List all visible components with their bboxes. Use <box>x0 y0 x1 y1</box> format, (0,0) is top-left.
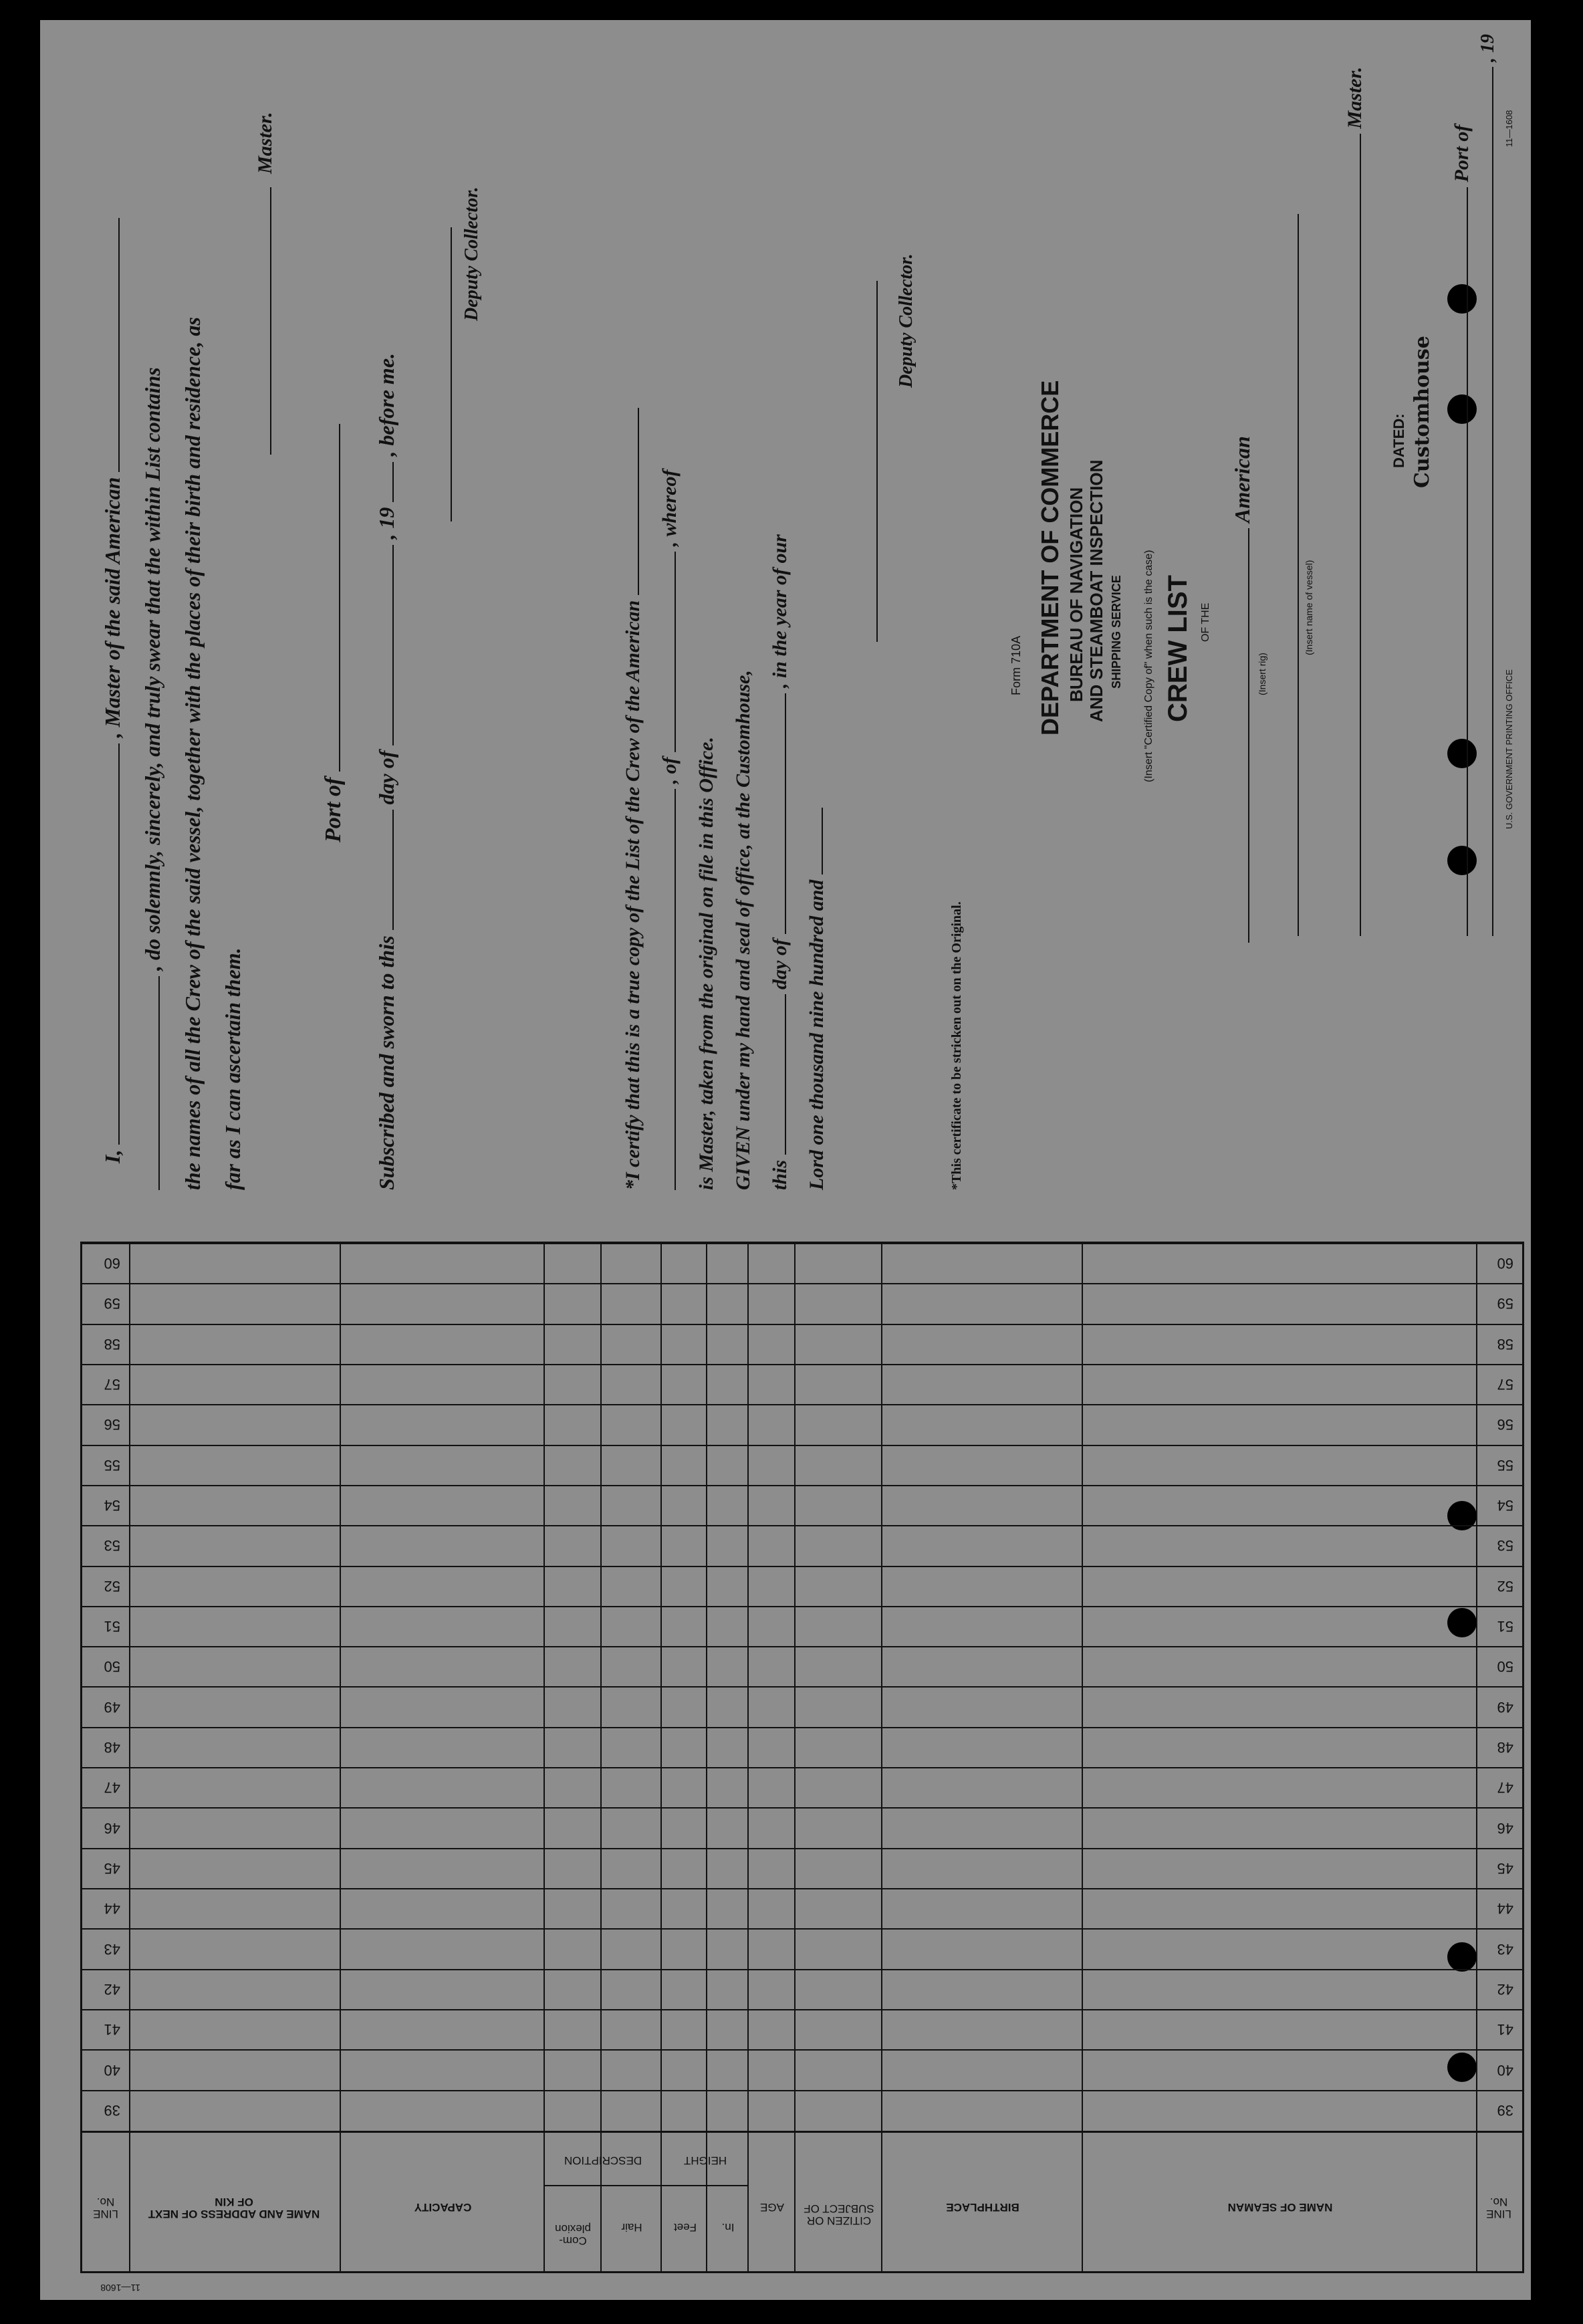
row-divider <box>80 1969 1524 1970</box>
row-divider <box>80 1888 1524 1889</box>
header-name-of-seaman: NAME OF SEAMAN <box>1227 2201 1333 2214</box>
row-number-left: 44 <box>1497 1900 1513 1918</box>
oath-i: I, <box>100 1149 124 1163</box>
row-divider <box>80 1445 1524 1446</box>
dept-name: DEPARTMENT OF COMMERCE <box>1036 380 1064 735</box>
footer-code: 11—1608 <box>100 2283 140 2293</box>
header-feet: Feet <box>673 2221 697 2234</box>
cert-this: this <box>769 1159 791 1190</box>
row-number-right: 59 <box>104 1295 120 1312</box>
cert-day-of: day of <box>769 939 791 990</box>
cert-lord: Lord one thousand nine hundred and <box>806 879 828 1190</box>
row-number-left: 56 <box>1497 1416 1513 1433</box>
cert-given: GIVEN under my hand and seal of office, at the Customhouse, <box>732 670 754 1190</box>
form-number: Form 710A <box>1009 635 1023 695</box>
dated-label: DATED: <box>1390 413 1407 468</box>
row-number-right: 56 <box>104 1416 120 1433</box>
row-number-right: 45 <box>104 1859 120 1877</box>
row-divider <box>80 2090 1524 2091</box>
row-number-left: 57 <box>1497 1376 1513 1393</box>
cover-year: , 19 <box>1477 34 1498 62</box>
row-divider <box>80 1727 1524 1728</box>
row-divider <box>80 1485 1524 1486</box>
row-number-left: 41 <box>1497 2021 1513 2039</box>
cover-port-of: Port of <box>1451 124 1473 183</box>
row-divider <box>80 1687 1524 1688</box>
row-number-right: 52 <box>104 1577 120 1595</box>
row-divider <box>80 1646 1524 1647</box>
row-number-left: 49 <box>1497 1698 1513 1716</box>
crew-table <box>80 1230 1524 2273</box>
row-number-left: 47 <box>1497 1779 1513 1796</box>
row-divider <box>80 2009 1524 2010</box>
american-label: American <box>1230 436 1254 523</box>
header-inches: In. <box>721 2221 735 2234</box>
row-divider <box>80 1767 1524 1768</box>
row-number-right: 41 <box>104 2021 120 2039</box>
header-line-no-right: LINE No. <box>93 2196 118 2220</box>
oath-deputy-collector: Deputy Collector. <box>461 187 482 321</box>
row-number-right: 47 <box>104 1779 120 1796</box>
row-number-right: 46 <box>104 1819 120 1837</box>
printing-code: 11—1608 <box>1504 110 1514 147</box>
insert-rig: (Insert rig) <box>1257 653 1267 695</box>
header-capacity: CAPACITY <box>414 2201 472 2214</box>
header-height: HEIGHT <box>683 2154 727 2167</box>
shipping-service: SHIPPING SERVICE <box>1110 575 1123 689</box>
insert-vessel: (Insert name of vessel) <box>1304 560 1314 655</box>
row-number-right: 50 <box>104 1658 120 1675</box>
header-line-no: LINE No. <box>1486 2196 1511 2220</box>
row-divider <box>80 1324 1524 1325</box>
row-number-left: 50 <box>1497 1658 1513 1675</box>
oath-master-of: , Master of the said American <box>100 477 124 738</box>
cover-master: Master. <box>1344 66 1366 129</box>
header-birthplace: BIRTHPLACE <box>946 2201 1019 2214</box>
header-age: AGE <box>760 2201 784 2214</box>
row-number-left: 60 <box>1497 1255 1513 1272</box>
cert-year-of-our: , in the year of our <box>769 534 791 689</box>
row-divider <box>80 1566 1524 1567</box>
table-rows <box>80 1244 1524 2131</box>
oath-subscribed: Subscribed and sworn to this <box>374 935 398 1190</box>
certificate-section <box>622 27 862 1203</box>
header-description: DESCRIPTION <box>564 2154 642 2167</box>
row-number-right: 60 <box>104 1255 120 1272</box>
row-number-left: 52 <box>1497 1577 1513 1595</box>
printing-office: U.S. GOVERNMENT PRINTING OFFICE <box>1504 669 1514 829</box>
bureau-1: BUREAU OF NAVIGATION <box>1066 487 1086 702</box>
row-number-left: 55 <box>1497 1456 1513 1474</box>
footnote-section <box>943 27 983 1203</box>
row-divider <box>80 1243 1524 1244</box>
row-number-left: 42 <box>1497 1980 1513 1998</box>
row-number-right: 42 <box>104 1980 120 1998</box>
row-number-left: 58 <box>1497 1335 1513 1353</box>
row-number-right: 51 <box>104 1618 120 1635</box>
row-divider <box>80 1848 1524 1849</box>
cert-deputy-section <box>862 27 943 1203</box>
cert-whereof: , whereof <box>658 469 681 547</box>
row-number-left: 46 <box>1497 1819 1513 1837</box>
row-number-right: 53 <box>104 1537 120 1554</box>
oath-solemnly: , do solemnly, sincerely, and truly swear that the within List contains <box>140 367 164 971</box>
row-number-left: 45 <box>1497 1859 1513 1877</box>
row-divider <box>80 1807 1524 1809</box>
row-divider <box>80 1404 1524 1405</box>
oath-master-signature: Master. <box>254 112 276 174</box>
row-number-right: 43 <box>104 1940 120 1958</box>
row-number-right: 54 <box>104 1497 120 1514</box>
oath-nineteen: , 19 <box>374 507 398 540</box>
header-citizen: CITIZEN OR SUBJECT OF <box>804 2202 874 2227</box>
oath-before-me: , before me. <box>374 352 398 457</box>
customhouse-label: Customhouse <box>1411 336 1434 488</box>
row-number-right: 39 <box>104 2101 120 2119</box>
header-complexion: Com-plexion <box>555 2222 591 2247</box>
oath-names-line: the names of all the Crew of the said vessel, together with the places of their birth and residence, as <box>180 317 205 1190</box>
row-number-left: 48 <box>1497 1738 1513 1756</box>
row-number-left: 53 <box>1497 1537 1513 1554</box>
oath-text <box>60 27 628 1203</box>
row-number-right: 55 <box>104 1456 120 1474</box>
row-divider <box>80 2049 1524 2051</box>
cert-line1: *I certify that this is a true copy of the List of the Crew of the American <box>622 600 644 1190</box>
row-number-left: 43 <box>1497 1940 1513 1958</box>
row-number-right: 48 <box>104 1738 120 1756</box>
crew-list-title: CREW LIST <box>1163 575 1193 722</box>
oath-ascertain: far as I can ascertain them. <box>221 947 245 1190</box>
header-next-of-kin: NAME AND ADDRESS OF NEXT OF KIN <box>148 2196 320 2220</box>
row-number-right: 58 <box>104 1335 120 1353</box>
row-number-left: 51 <box>1497 1618 1513 1635</box>
header-hair: Hair <box>621 2221 642 2234</box>
cert-footnote: *This certificate to be stricken out on the Original. <box>949 901 964 1190</box>
row-divider <box>80 1525 1524 1526</box>
cert-of: , of <box>658 757 681 784</box>
of-the: OF THE <box>1200 602 1211 642</box>
oath-port-of: Port of <box>321 777 346 842</box>
insert-copy-note: (Insert "Certified Copy of" when such is the case) <box>1143 550 1154 782</box>
oath-section <box>60 27 628 1203</box>
row-number-left: 59 <box>1497 1295 1513 1312</box>
crew-list-form <box>40 20 1531 2300</box>
cert-is-master: is Master, taken from the original on file in this Office. <box>695 737 717 1190</box>
row-number-right: 49 <box>104 1698 120 1716</box>
row-number-right: 40 <box>104 2061 120 2079</box>
row-divider <box>80 1606 1524 1607</box>
cover-panel <box>1009 27 1517 1203</box>
row-divider <box>80 1928 1524 1930</box>
row-divider <box>80 1364 1524 1365</box>
row-number-right: 44 <box>104 1900 120 1918</box>
cert-deputy-collector: Deputy Collector. <box>896 253 917 388</box>
row-divider <box>80 1283 1524 1284</box>
oath-day-of: day of <box>374 750 398 805</box>
row-number-right: 57 <box>104 1376 120 1393</box>
rotated-content <box>40 20 1531 2300</box>
row-number-left: 54 <box>1497 1497 1513 1514</box>
row-number-left: 40 <box>1497 2061 1513 2079</box>
bureau-2: AND STEAMBOAT INSPECTION <box>1086 459 1106 722</box>
row-number-left: 39 <box>1497 2101 1513 2119</box>
